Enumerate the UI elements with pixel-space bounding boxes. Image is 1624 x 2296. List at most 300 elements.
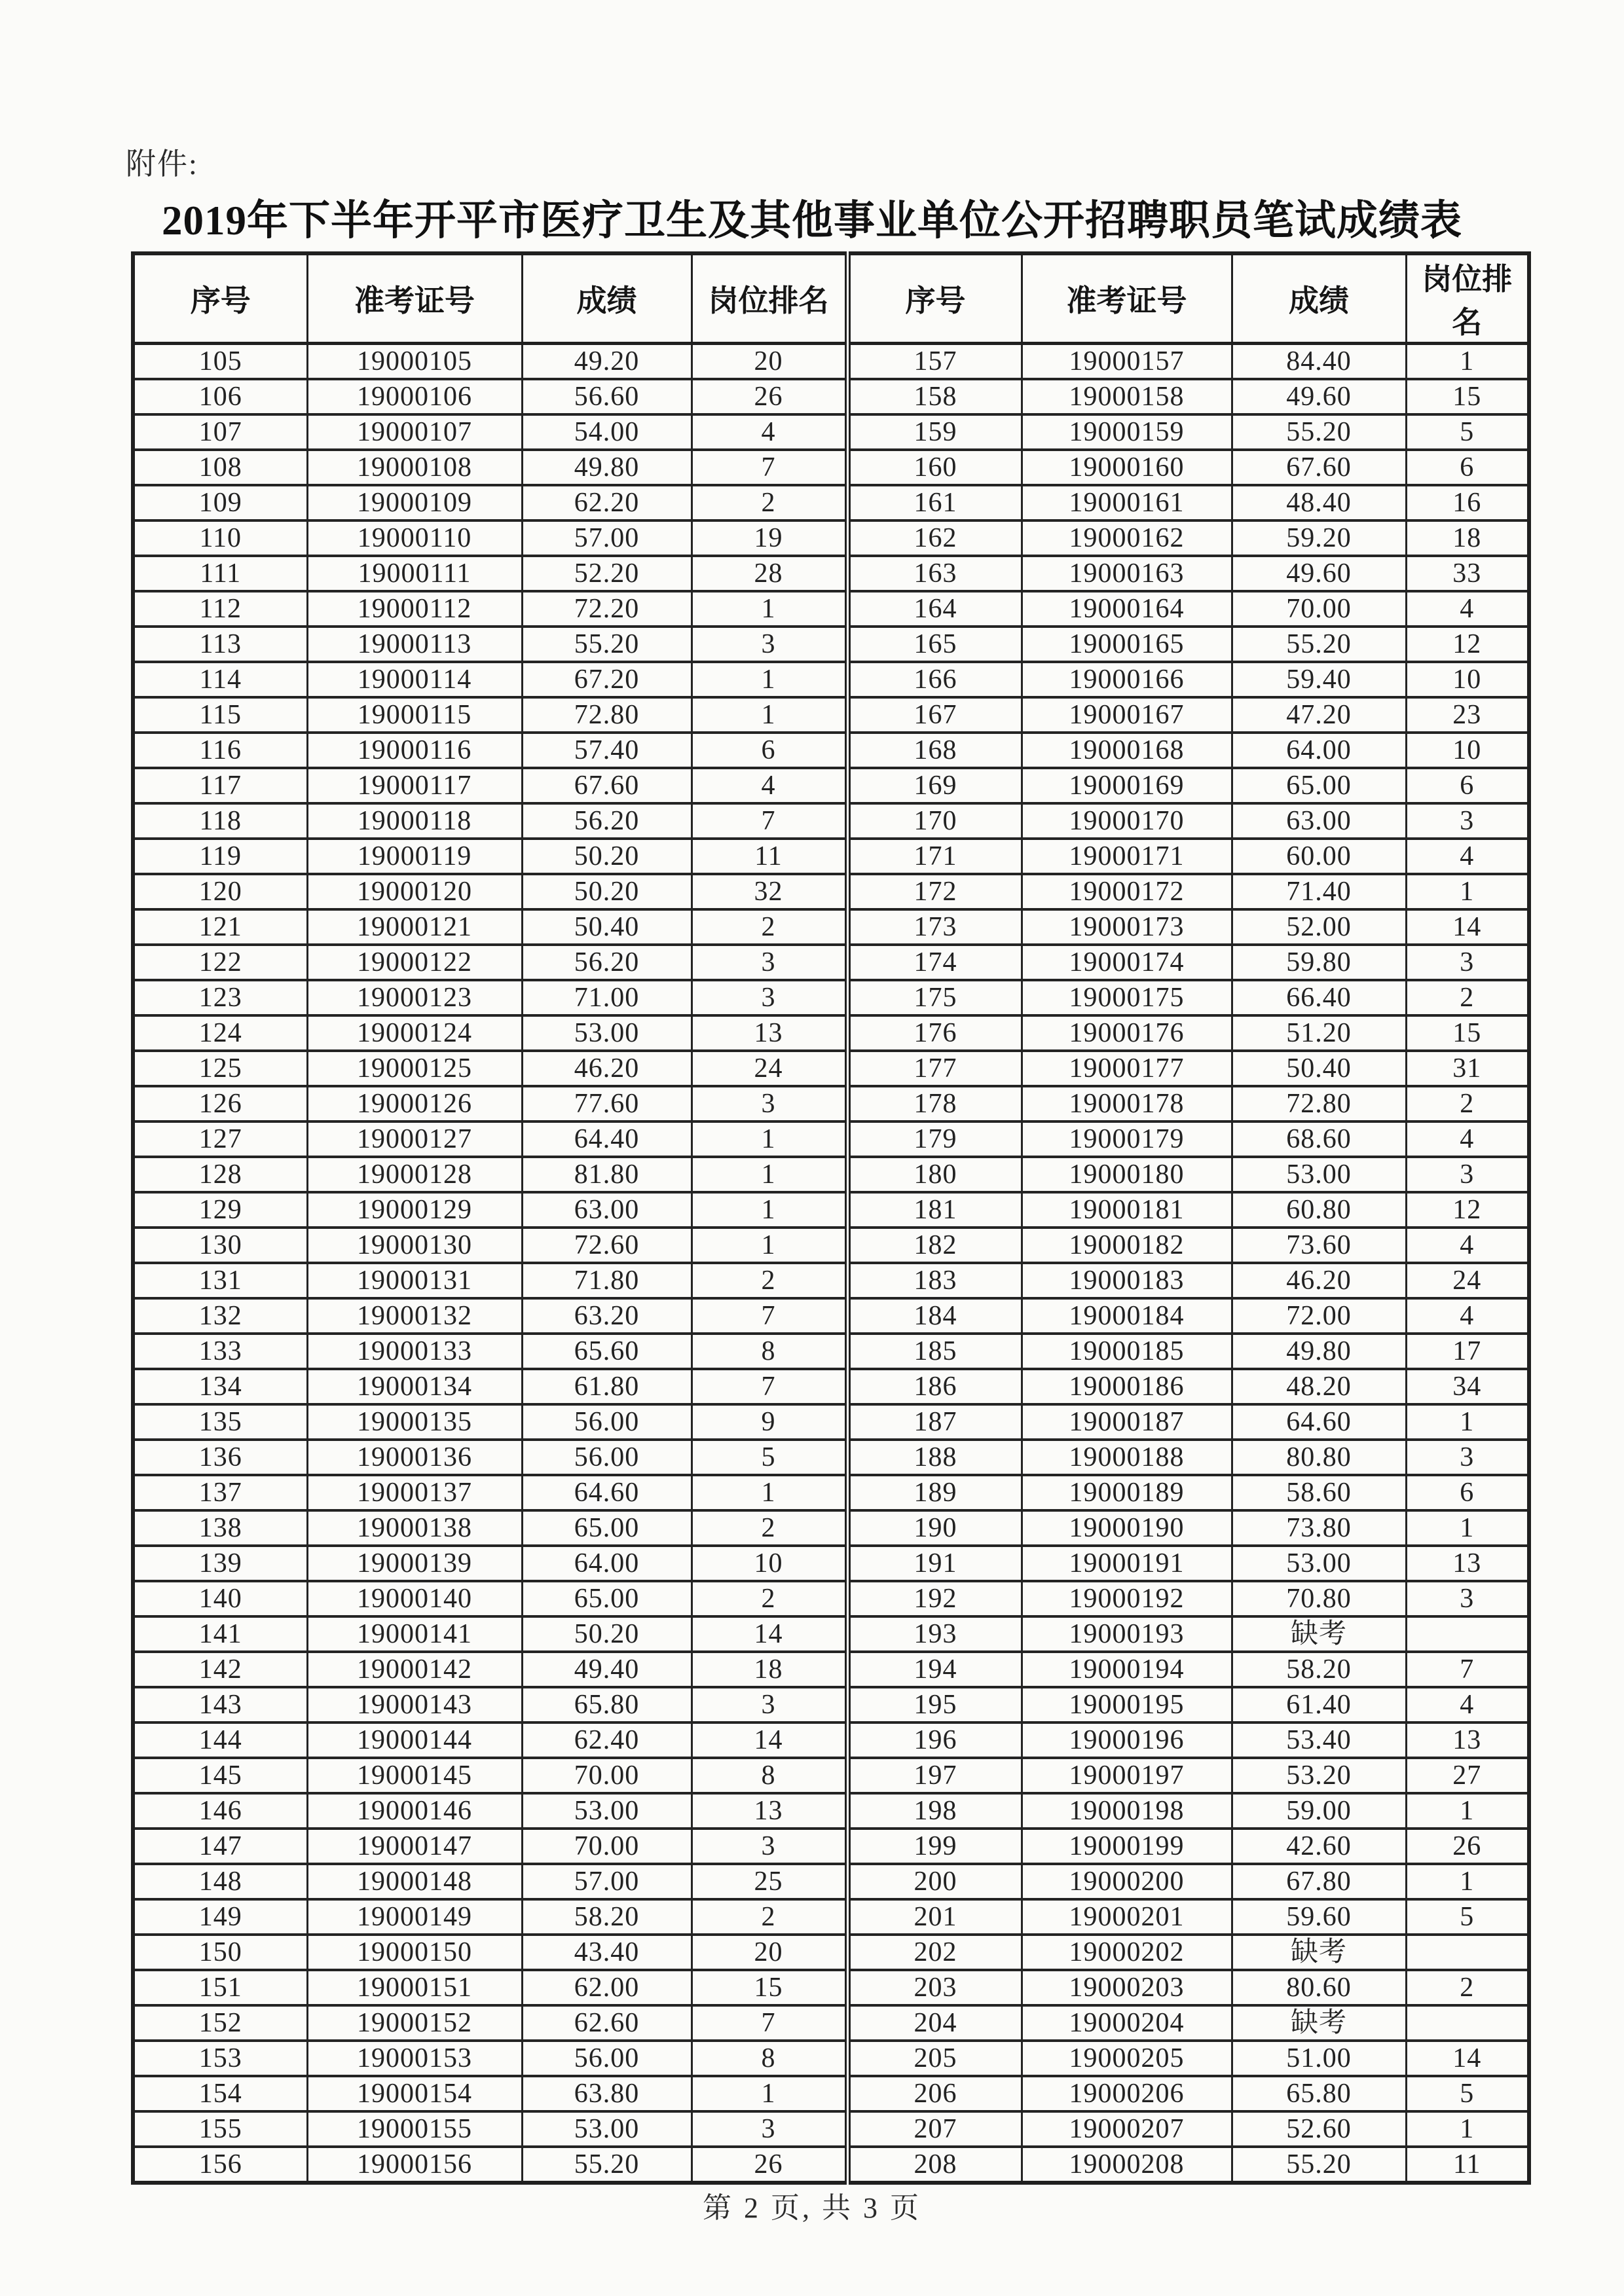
cell-ticket-right: 19000160 (1022, 450, 1232, 485)
cell-seq-right: 169 (847, 768, 1022, 803)
cell-score-left: 49.20 (522, 344, 692, 380)
cell-rank-right: 15 (1406, 1015, 1529, 1051)
cell-ticket-right: 19000181 (1022, 1192, 1232, 1228)
cell-rank-right: 1 (1406, 344, 1529, 380)
cell-score-right: 51.20 (1232, 1015, 1406, 1051)
cell-seq-right: 187 (847, 1404, 1022, 1440)
cell-ticket-left: 19000131 (307, 1263, 522, 1298)
table-row (133, 2147, 1529, 2183)
cell-ticket-right: 19000192 (1022, 1581, 1232, 1616)
cell-ticket-left: 19000109 (307, 485, 522, 520)
table-row (133, 450, 1529, 485)
table-row (133, 1086, 1529, 1121)
cell-score-right: 52.60 (1232, 2111, 1406, 2147)
cell-score-left: 57.00 (522, 520, 692, 556)
cell-seq-right: 168 (847, 733, 1022, 768)
cell-seq-left: 106 (133, 379, 307, 414)
cell-score-right: 49.60 (1232, 379, 1406, 414)
cell-score-right: 70.80 (1232, 1581, 1406, 1616)
cell-ticket-left: 19000141 (307, 1616, 522, 1652)
cell-ticket-left: 19000110 (307, 520, 522, 556)
table-row (133, 1758, 1529, 1793)
cell-seq-left: 135 (133, 1404, 307, 1440)
table-row (133, 414, 1529, 450)
cell-rank-right: 7 (1406, 1652, 1529, 1687)
cell-rank-right: 18 (1406, 520, 1529, 556)
cell-score-right: 80.60 (1232, 1970, 1406, 2005)
cell-seq-left: 121 (133, 909, 307, 945)
cell-rank-right (1406, 1616, 1529, 1652)
cell-score-right: 66.40 (1232, 980, 1406, 1015)
cell-score-right: 61.40 (1232, 1687, 1406, 1722)
table-row (133, 591, 1529, 627)
cell-score-left: 53.00 (522, 1793, 692, 1829)
cell-rank-right: 4 (1406, 1687, 1529, 1722)
table-row (133, 2076, 1529, 2111)
cell-rank-left: 6 (692, 733, 847, 768)
header-rank-left: 岗位排名 (692, 253, 847, 344)
cell-seq-right: 199 (847, 1829, 1022, 1864)
cell-score-left: 56.00 (522, 2041, 692, 2076)
cell-ticket-right: 19000159 (1022, 414, 1232, 450)
cell-seq-right: 198 (847, 1793, 1022, 1829)
cell-score-left: 65.00 (522, 1581, 692, 1616)
cell-rank-left: 2 (692, 1581, 847, 1616)
cell-rank-left: 1 (692, 1192, 847, 1228)
cell-score-left: 50.20 (522, 1616, 692, 1652)
cell-seq-right: 189 (847, 1475, 1022, 1510)
cell-rank-right: 3 (1406, 1440, 1529, 1475)
cell-rank-right (1406, 1935, 1529, 1970)
cell-seq-left: 150 (133, 1935, 307, 1970)
cell-ticket-left: 19000137 (307, 1475, 522, 1510)
cell-seq-left: 114 (133, 662, 307, 697)
cell-ticket-right: 19000171 (1022, 839, 1232, 874)
cell-score-left: 81.80 (522, 1157, 692, 1192)
cell-seq-right: 172 (847, 874, 1022, 909)
cell-ticket-left: 19000132 (307, 1298, 522, 1334)
table-row (133, 1369, 1529, 1404)
cell-ticket-left: 19000149 (307, 1899, 522, 1935)
cell-rank-left: 8 (692, 1334, 847, 1369)
cell-rank-right: 15 (1406, 379, 1529, 414)
cell-score-left: 65.00 (522, 1510, 692, 1546)
cell-seq-left: 118 (133, 803, 307, 839)
cell-ticket-left: 19000142 (307, 1652, 522, 1687)
cell-rank-right: 1 (1406, 1510, 1529, 1546)
cell-seq-left: 125 (133, 1051, 307, 1086)
cell-seq-right: 161 (847, 485, 1022, 520)
cell-seq-right: 205 (847, 2041, 1022, 2076)
cell-ticket-right: 19000180 (1022, 1157, 1232, 1192)
page-footer: 第 2 页, 共 3 页 (703, 2192, 921, 2224)
table-row (133, 2111, 1529, 2147)
cell-rank-right: 23 (1406, 697, 1529, 733)
cell-seq-right: 206 (847, 2076, 1022, 2111)
cell-score-right: 64.00 (1232, 733, 1406, 768)
header-score-right: 成绩 (1232, 253, 1406, 344)
cell-seq-left: 146 (133, 1793, 307, 1829)
cell-score-right: 59.80 (1232, 945, 1406, 980)
cell-score-right: 67.80 (1232, 1864, 1406, 1899)
table-row (133, 2005, 1529, 2041)
cell-score-left: 71.00 (522, 980, 692, 1015)
table-row (133, 1440, 1529, 1475)
cell-rank-right: 4 (1406, 1228, 1529, 1263)
cell-seq-right: 194 (847, 1652, 1022, 1687)
cell-seq-left: 122 (133, 945, 307, 980)
cell-rank-left: 1 (692, 697, 847, 733)
cell-score-right: 67.60 (1232, 450, 1406, 485)
cell-rank-right: 11 (1406, 2147, 1529, 2183)
cell-seq-left: 139 (133, 1546, 307, 1581)
cell-score-left: 46.20 (522, 1051, 692, 1086)
cell-rank-left: 13 (692, 1793, 847, 1829)
page-title: 2019年下半年开平市医疗卫生及其他事业单位公开招聘职员笔试成绩表 (162, 198, 1462, 244)
cell-seq-left: 116 (133, 733, 307, 768)
cell-ticket-right: 19000168 (1022, 733, 1232, 768)
cell-score-right: 缺考 (1232, 1935, 1406, 1970)
table-row (133, 520, 1529, 556)
cell-seq-left: 155 (133, 2111, 307, 2147)
table-row (133, 697, 1529, 733)
cell-seq-right: 183 (847, 1263, 1022, 1298)
table-row (133, 1616, 1529, 1652)
cell-ticket-right: 19000169 (1022, 768, 1232, 803)
cell-rank-left: 3 (692, 980, 847, 1015)
cell-score-right: 58.60 (1232, 1475, 1406, 1510)
cell-score-right: 51.00 (1232, 2041, 1406, 2076)
cell-seq-left: 148 (133, 1864, 307, 1899)
cell-seq-left: 109 (133, 485, 307, 520)
cell-rank-right: 5 (1406, 2076, 1529, 2111)
cell-seq-left: 123 (133, 980, 307, 1015)
cell-score-left: 55.20 (522, 627, 692, 662)
cell-score-right: 48.40 (1232, 485, 1406, 520)
cell-seq-left: 111 (133, 556, 307, 591)
cell-rank-left: 24 (692, 1051, 847, 1086)
cell-seq-left: 149 (133, 1899, 307, 1935)
cell-ticket-right: 19000198 (1022, 1793, 1232, 1829)
cell-rank-right: 12 (1406, 627, 1529, 662)
cell-rank-right: 5 (1406, 414, 1529, 450)
cell-score-left: 63.20 (522, 1298, 692, 1334)
cell-rank-left: 8 (692, 2041, 847, 2076)
cell-seq-left: 112 (133, 591, 307, 627)
cell-seq-right: 204 (847, 2005, 1022, 2041)
cell-rank-left: 3 (692, 627, 847, 662)
cell-score-left: 71.80 (522, 1263, 692, 1298)
cell-seq-right: 196 (847, 1722, 1022, 1758)
cell-seq-left: 117 (133, 768, 307, 803)
table-row (133, 1935, 1529, 1970)
cell-seq-right: 163 (847, 556, 1022, 591)
cell-seq-right: 162 (847, 520, 1022, 556)
cell-seq-right: 180 (847, 1157, 1022, 1192)
cell-seq-right: 166 (847, 662, 1022, 697)
cell-rank-left: 11 (692, 839, 847, 874)
cell-ticket-left: 19000155 (307, 2111, 522, 2147)
cell-rank-left: 32 (692, 874, 847, 909)
table-row (133, 733, 1529, 768)
cell-seq-right: 193 (847, 1616, 1022, 1652)
cell-ticket-right: 19000172 (1022, 874, 1232, 909)
cell-seq-right: 176 (847, 1015, 1022, 1051)
cell-ticket-right: 19000189 (1022, 1475, 1232, 1510)
table-row (133, 803, 1529, 839)
cell-score-right: 53.00 (1232, 1157, 1406, 1192)
cell-seq-right: 190 (847, 1510, 1022, 1546)
cell-ticket-right: 19000194 (1022, 1652, 1232, 1687)
cell-ticket-right: 19000163 (1022, 556, 1232, 591)
cell-rank-right: 14 (1406, 2041, 1529, 2076)
cell-rank-right: 4 (1406, 1298, 1529, 1334)
cell-rank-left: 28 (692, 556, 847, 591)
cell-rank-right: 4 (1406, 591, 1529, 627)
cell-score-left: 56.00 (522, 1440, 692, 1475)
cell-rank-left: 7 (692, 1298, 847, 1334)
cell-rank-right: 13 (1406, 1546, 1529, 1581)
cell-rank-right: 1 (1406, 2111, 1529, 2147)
cell-ticket-right: 19000166 (1022, 662, 1232, 697)
cell-ticket-right: 19000199 (1022, 1829, 1232, 1864)
cell-score-right: 55.20 (1232, 414, 1406, 450)
cell-ticket-right: 19000205 (1022, 2041, 1232, 2076)
cell-ticket-left: 19000136 (307, 1440, 522, 1475)
cell-score-right: 46.20 (1232, 1263, 1406, 1298)
cell-score-left: 62.40 (522, 1722, 692, 1758)
cell-ticket-right: 19000185 (1022, 1334, 1232, 1369)
cell-seq-left: 133 (133, 1334, 307, 1369)
cell-seq-left: 115 (133, 697, 307, 733)
cell-ticket-left: 19000130 (307, 1228, 522, 1263)
cell-ticket-left: 19000114 (307, 662, 522, 697)
cell-ticket-right: 19000183 (1022, 1263, 1232, 1298)
cell-ticket-right: 19000197 (1022, 1758, 1232, 1793)
cell-seq-right: 184 (847, 1298, 1022, 1334)
cell-rank-left: 18 (692, 1652, 847, 1687)
cell-ticket-left: 19000106 (307, 379, 522, 414)
cell-ticket-right: 19000158 (1022, 379, 1232, 414)
cell-seq-left: 147 (133, 1829, 307, 1864)
cell-ticket-right: 19000203 (1022, 1970, 1232, 2005)
cell-rank-left: 1 (692, 1228, 847, 1263)
cell-score-left: 56.60 (522, 379, 692, 414)
cell-ticket-left: 19000147 (307, 1829, 522, 1864)
cell-score-left: 77.60 (522, 1086, 692, 1121)
cell-ticket-left: 19000117 (307, 768, 522, 803)
cell-score-right: 48.20 (1232, 1369, 1406, 1404)
cell-ticket-right: 19000200 (1022, 1864, 1232, 1899)
cell-ticket-left: 19000156 (307, 2147, 522, 2183)
cell-seq-right: 207 (847, 2111, 1022, 2147)
cell-seq-left: 127 (133, 1121, 307, 1157)
cell-score-left: 56.00 (522, 1404, 692, 1440)
table-row (133, 1263, 1529, 1298)
cell-seq-left: 110 (133, 520, 307, 556)
cell-score-left: 62.60 (522, 2005, 692, 2041)
cell-ticket-right: 19000157 (1022, 344, 1232, 380)
cell-seq-right: 160 (847, 450, 1022, 485)
cell-seq-left: 131 (133, 1263, 307, 1298)
cell-score-right: 73.60 (1232, 1228, 1406, 1263)
header-seq-left: 序号 (133, 253, 307, 344)
cell-rank-right: 1 (1406, 1864, 1529, 1899)
cell-ticket-left: 19000134 (307, 1369, 522, 1404)
cell-ticket-left: 19000145 (307, 1758, 522, 1793)
cell-seq-left: 120 (133, 874, 307, 909)
cell-rank-right: 24 (1406, 1263, 1529, 1298)
table-row (133, 1157, 1529, 1192)
cell-seq-right: 200 (847, 1864, 1022, 1899)
cell-ticket-right: 19000186 (1022, 1369, 1232, 1404)
cell-ticket-left: 19000152 (307, 2005, 522, 2041)
cell-seq-left: 141 (133, 1616, 307, 1652)
cell-score-left: 49.80 (522, 450, 692, 485)
cell-ticket-left: 19000151 (307, 1970, 522, 2005)
cell-score-left: 57.40 (522, 733, 692, 768)
cell-rank-right: 16 (1406, 485, 1529, 520)
cell-score-left: 72.60 (522, 1228, 692, 1263)
cell-rank-left: 4 (692, 414, 847, 450)
cell-seq-right: 179 (847, 1121, 1022, 1157)
cell-rank-right: 13 (1406, 1722, 1529, 1758)
cell-score-left: 58.20 (522, 1899, 692, 1935)
cell-score-left: 56.20 (522, 803, 692, 839)
cell-score-left: 50.20 (522, 874, 692, 909)
cell-rank-right: 1 (1406, 1793, 1529, 1829)
cell-score-left: 65.60 (522, 1334, 692, 1369)
cell-seq-right: 186 (847, 1369, 1022, 1404)
cell-rank-right: 33 (1406, 556, 1529, 591)
table-row (133, 1652, 1529, 1687)
cell-ticket-right: 19000196 (1022, 1722, 1232, 1758)
table-row (133, 1404, 1529, 1440)
cell-score-right: 53.40 (1232, 1722, 1406, 1758)
cell-score-right: 70.00 (1232, 591, 1406, 627)
header-ticket-left: 准考证号 (307, 253, 522, 344)
cell-ticket-left: 19000124 (307, 1015, 522, 1051)
cell-seq-right: 173 (847, 909, 1022, 945)
cell-rank-left: 3 (692, 2111, 847, 2147)
cell-score-left: 43.40 (522, 1935, 692, 1970)
cell-seq-right: 170 (847, 803, 1022, 839)
cell-seq-left: 151 (133, 1970, 307, 2005)
cell-rank-left: 3 (692, 1687, 847, 1722)
cell-seq-left: 145 (133, 1758, 307, 1793)
cell-ticket-right: 19000170 (1022, 803, 1232, 839)
cell-score-left: 70.00 (522, 1758, 692, 1793)
cell-rank-left: 20 (692, 344, 847, 380)
cell-ticket-left: 19000105 (307, 344, 522, 380)
cell-score-left: 61.80 (522, 1369, 692, 1404)
cell-score-right: 65.80 (1232, 2076, 1406, 2111)
cell-ticket-right: 19000206 (1022, 2076, 1232, 2111)
cell-score-right: 50.40 (1232, 1051, 1406, 1086)
cell-rank-right: 34 (1406, 1369, 1529, 1404)
cell-ticket-right: 19000164 (1022, 591, 1232, 627)
cell-score-right: 72.80 (1232, 1086, 1406, 1121)
cell-ticket-left: 19000148 (307, 1864, 522, 1899)
cell-ticket-left: 19000111 (307, 556, 522, 591)
cell-ticket-left: 19000113 (307, 627, 522, 662)
cell-ticket-right: 19000188 (1022, 1440, 1232, 1475)
cell-score-right: 55.20 (1232, 2147, 1406, 2183)
table-row (133, 627, 1529, 662)
cell-rank-left: 1 (692, 2076, 847, 2111)
table-row (133, 1829, 1529, 1864)
cell-score-left: 72.80 (522, 697, 692, 733)
cell-rank-left: 1 (692, 1121, 847, 1157)
cell-ticket-left: 19000153 (307, 2041, 522, 2076)
table-row (133, 1121, 1529, 1157)
table-row (133, 1899, 1529, 1935)
cell-score-right: 缺考 (1232, 2005, 1406, 2041)
cell-seq-left: 129 (133, 1192, 307, 1228)
cell-ticket-left: 19000116 (307, 733, 522, 768)
cell-seq-right: 178 (847, 1086, 1022, 1121)
cell-rank-left: 7 (692, 2005, 847, 2041)
cell-seq-right: 175 (847, 980, 1022, 1015)
cell-seq-right: 185 (847, 1334, 1022, 1369)
header-seq-right: 序号 (847, 253, 1022, 344)
table-row (133, 1970, 1529, 2005)
table-row (133, 485, 1529, 520)
cell-ticket-right: 19000202 (1022, 1935, 1232, 1970)
cell-score-right: 52.00 (1232, 909, 1406, 945)
cell-score-right: 42.60 (1232, 1829, 1406, 1864)
cell-rank-left: 3 (692, 1086, 847, 1121)
table-row (133, 1864, 1529, 1899)
cell-seq-left: 136 (133, 1440, 307, 1475)
cell-score-right: 73.80 (1232, 1510, 1406, 1546)
cell-ticket-right: 19000179 (1022, 1121, 1232, 1157)
cell-score-right: 63.00 (1232, 803, 1406, 839)
cell-score-right: 59.60 (1232, 1899, 1406, 1935)
cell-seq-right: 208 (847, 2147, 1022, 2183)
cell-rank-left: 2 (692, 1263, 847, 1298)
cell-seq-right: 164 (847, 591, 1022, 627)
cell-seq-left: 130 (133, 1228, 307, 1263)
cell-rank-left: 7 (692, 803, 847, 839)
table-row (133, 1228, 1529, 1263)
cell-ticket-left: 19000125 (307, 1051, 522, 1086)
cell-ticket-left: 19000138 (307, 1510, 522, 1546)
cell-score-left: 67.20 (522, 662, 692, 697)
cell-ticket-left: 19000119 (307, 839, 522, 874)
table-row (133, 1475, 1529, 1510)
cell-seq-left: 144 (133, 1722, 307, 1758)
table-row (133, 1581, 1529, 1616)
cell-ticket-right: 19000178 (1022, 1086, 1232, 1121)
table-row (133, 1510, 1529, 1546)
cell-rank-right: 6 (1406, 450, 1529, 485)
header-ticket-right: 准考证号 (1022, 253, 1232, 344)
cell-seq-left: 128 (133, 1157, 307, 1192)
cell-rank-right: 1 (1406, 1404, 1529, 1440)
cell-ticket-right: 19000161 (1022, 485, 1232, 520)
cell-ticket-left: 19000115 (307, 697, 522, 733)
cell-ticket-right: 19000201 (1022, 1899, 1232, 1935)
cell-seq-left: 140 (133, 1581, 307, 1616)
cell-score-left: 65.80 (522, 1687, 692, 1722)
cell-rank-left: 14 (692, 1616, 847, 1652)
cell-score-right: 65.00 (1232, 768, 1406, 803)
cell-score-right: 53.20 (1232, 1758, 1406, 1793)
cell-rank-left: 2 (692, 1899, 847, 1935)
cell-ticket-left: 19000146 (307, 1793, 522, 1829)
cell-seq-left: 126 (133, 1086, 307, 1121)
